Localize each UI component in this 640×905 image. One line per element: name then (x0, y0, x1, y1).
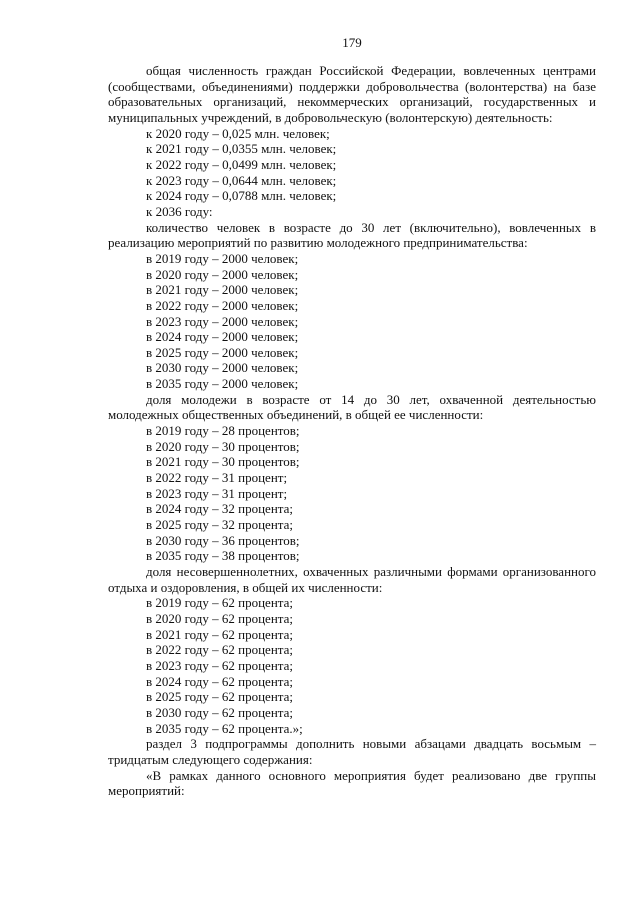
list-line: в 2021 году – 62 процента; (146, 626, 293, 642)
list-line: в 2024 году – 62 процента; (146, 673, 293, 689)
list-line: в 2019 году – 2000 человек; (146, 250, 299, 266)
list-line: к 2036 году: (146, 203, 213, 219)
list-line: к 2022 году – 0,0499 млн. человек; (146, 156, 337, 172)
list-line: в 2023 году – 62 процента; (146, 657, 293, 673)
list-line: в 2030 году – 2000 человек; (146, 360, 299, 376)
body-paragraph: доля несовершеннолетних, охваченных различными формами организованного отдыха и оздоровления, в общей их численности: (108, 564, 596, 595)
list-line: в 2025 году – 32 процента; (146, 517, 293, 533)
list-line: в 2035 году – 2000 человек; (146, 376, 299, 392)
body-paragraph: «В рамках данного основного мероприятия будет реализовано две группы мероприятий: (108, 767, 596, 799)
document-body (108, 63, 596, 799)
list-line: в 2035 году – 38 процентов; (146, 548, 300, 564)
list-line: к 2020 году – 0,025 млн. человек; (146, 125, 330, 141)
list-line: в 2022 году – 2000 человек; (146, 297, 299, 313)
list-line: в 2025 году – 2000 человек; (146, 344, 299, 360)
list-line: в 2022 году – 31 процент; (146, 470, 288, 486)
list-line: в 2024 году – 2000 человек; (146, 329, 299, 345)
list-line: в 2021 году – 30 процентов; (146, 454, 300, 470)
list-line: к 2024 году – 0,0788 млн. человек; (146, 188, 337, 204)
list-line: в 2035 году – 62 процента.»; (146, 720, 303, 736)
page-number: 179 (342, 35, 362, 50)
list-line: к 2021 году – 0,0355 млн. человек; (146, 141, 337, 157)
list-line: в 2025 году – 62 процента; (146, 689, 293, 705)
body-paragraph: доля молодежи в возрасте от 14 до 30 лет, охваченной деятельностью молодежных общественных объединений, в общей ее численности: (108, 391, 596, 423)
list-line: к 2023 году – 0,0644 млн. человек; (146, 172, 337, 188)
body-paragraph: раздел 3 подпрограммы дополнить новыми абзацами двадцать восьмым – тридцатым следующего содержания: (108, 736, 596, 767)
list-line: в 2019 году – 62 процента; (146, 595, 293, 611)
list-line: в 2021 году – 2000 человек; (146, 282, 299, 298)
list-line: в 2020 году – 62 процента; (146, 610, 293, 626)
list-line: в 2020 году – 2000 человек; (146, 266, 299, 282)
list-line: в 2020 году – 30 процентов; (146, 438, 300, 454)
list-line: в 2023 году – 2000 человек; (146, 313, 299, 329)
list-line: в 2023 году – 31 процент; (146, 485, 288, 501)
document-page (108, 34, 596, 799)
body-paragraph: общая численность граждан Российской Федерации, вовлеченных центрами (сообществами, объединениями) поддержки добровольчества (волонтерства) на базе образовательных организаций, некоммерческих организаций, государственных и муниципальных учреждений, в добровольческую (волонтерскую) деятельность: (108, 63, 596, 125)
list-line: в 2024 году – 32 процента; (146, 501, 293, 517)
list-line: в 2030 году – 36 процентов; (146, 532, 300, 548)
list-line: в 2019 году – 28 процентов; (146, 423, 300, 439)
body-paragraph: количество человек в возрасте до 30 лет (включительно), вовлеченных в реализацию мероприятий по развитию молодежного предпринимательства: (108, 219, 596, 251)
list-line: в 2022 году – 62 процента; (146, 642, 293, 658)
list-line: в 2030 году – 62 процента; (146, 704, 293, 720)
